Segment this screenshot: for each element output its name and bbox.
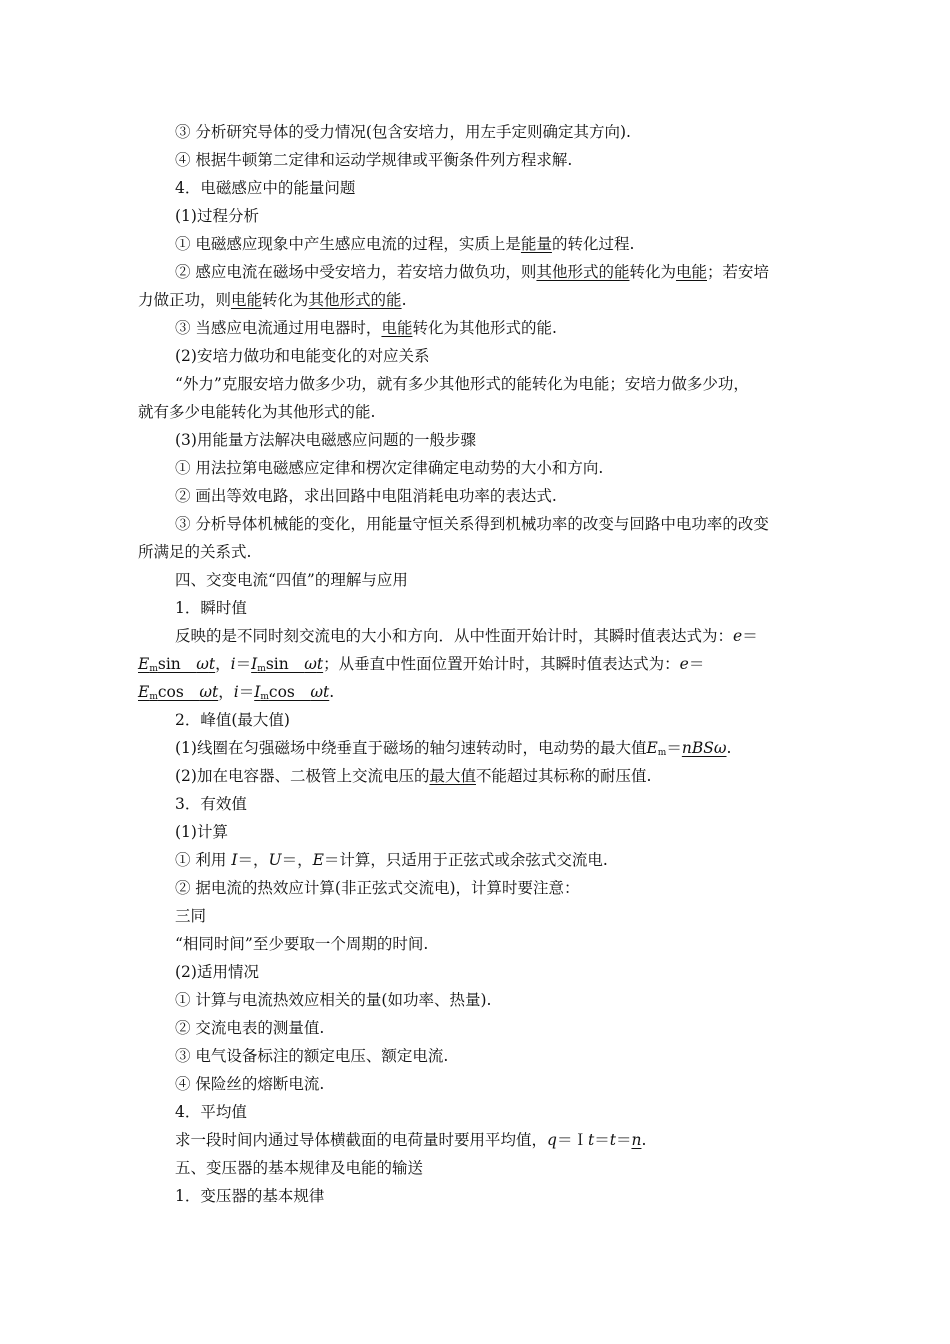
section-heading: 4．电磁感应中的能量问题 bbox=[175, 179, 356, 197]
underlined-formula: nBSω bbox=[681, 739, 727, 757]
text: ， bbox=[218, 683, 234, 701]
text: . bbox=[401, 291, 407, 309]
text-line: ③ 分析导体机械能的变化，用能量守恒关系得到机械功率的改变与回路中电功率的改变 bbox=[175, 515, 769, 533]
underlined-answer: 电能 bbox=[381, 319, 413, 337]
math-var: q bbox=[547, 1131, 557, 1149]
subsection-heading: (2)适用情况 bbox=[175, 963, 259, 981]
section-heading: 4．平均值 bbox=[175, 1103, 247, 1121]
math-var: I bbox=[251, 655, 258, 673]
text: cos bbox=[268, 683, 311, 701]
text: 转化为 bbox=[629, 263, 676, 281]
text: 不能超过其标称的耐压值. bbox=[475, 767, 652, 785]
math-var: t bbox=[323, 683, 330, 701]
math-var: t bbox=[609, 1131, 616, 1149]
text: ；从垂直中性面位置开始计时，其瞬时值表达式为： bbox=[323, 655, 680, 673]
section-heading: 3．有效值 bbox=[175, 795, 247, 813]
math-var: ω bbox=[310, 683, 323, 701]
subscript: m bbox=[657, 748, 667, 758]
subscript: m bbox=[149, 664, 158, 674]
text: ③ 当感应电流通过用电器时， bbox=[175, 319, 382, 337]
math-var: I bbox=[231, 851, 238, 869]
text: ＝ bbox=[615, 1131, 632, 1149]
math-var: i bbox=[233, 683, 239, 701]
subscript: m bbox=[260, 692, 269, 702]
text-line bbox=[175, 318, 557, 338]
underlined-answer: 电能 bbox=[675, 263, 707, 281]
math-var: U bbox=[268, 851, 282, 869]
underlined-formula bbox=[138, 683, 218, 701]
text-line: 三同 bbox=[175, 907, 207, 925]
text: (2)加在电容器、二极管上交流电压的 bbox=[175, 767, 430, 785]
text: ＝ bbox=[688, 655, 705, 673]
text-line bbox=[175, 738, 731, 758]
subscript: m bbox=[149, 692, 158, 702]
text-line: ② 画出等效电路，求出回路中电阻消耗电功率的表达式. bbox=[175, 487, 557, 505]
text-line bbox=[138, 654, 704, 674]
text-line: ① 用法拉第电磁感应定律和楞次定律确定电动势的大小和方向. bbox=[175, 459, 604, 477]
text: ＝ bbox=[742, 627, 758, 645]
text-line: ② 交流电表的测量值. bbox=[175, 1019, 325, 1037]
text: ＝， bbox=[281, 851, 313, 869]
text: 反映的是不同时刻交流电的大小和方向．从中性面开始计时，其瞬时值表达式为： bbox=[175, 627, 734, 645]
math-var: t bbox=[208, 655, 216, 673]
underlined-answer: 其他形式的能 bbox=[308, 291, 402, 309]
subsection-heading: (2)安培力做功和电能变化的对应关系 bbox=[175, 347, 430, 365]
section-heading: 五、变压器的基本规律及电能的输送 bbox=[175, 1159, 424, 1177]
math-var: t bbox=[211, 683, 219, 701]
text: ＝ bbox=[666, 739, 682, 757]
math-var: E bbox=[312, 851, 324, 869]
math-var: E bbox=[138, 683, 150, 701]
text: cos bbox=[157, 683, 200, 701]
text: 求一段时间内通过导体横截面的电荷量时要用平均值， bbox=[175, 1131, 548, 1149]
math-var: I bbox=[254, 683, 261, 701]
underlined-formula bbox=[138, 655, 215, 673]
text-line bbox=[175, 626, 758, 646]
section-heading: 1．瞬时值 bbox=[175, 599, 247, 617]
text-line: ④ 保险丝的熔断电流. bbox=[175, 1075, 325, 1093]
math-var: E bbox=[646, 739, 658, 757]
text: . bbox=[726, 739, 732, 757]
math-var: ω bbox=[199, 683, 212, 701]
text: ＝ bbox=[238, 683, 255, 701]
text-line: ③ 电气设备标注的额定电压、额定电流. bbox=[175, 1047, 449, 1065]
text: ＝ bbox=[235, 655, 252, 673]
section-heading: 四、交变电流“四值”的理解与应用 bbox=[175, 571, 408, 589]
text: . bbox=[329, 683, 335, 701]
math-var: t bbox=[587, 1131, 595, 1149]
text-line: 所满足的关系式. bbox=[138, 543, 252, 561]
text: ；若安培 bbox=[706, 263, 769, 281]
text: 的转化过程. bbox=[551, 235, 635, 253]
text: (1)线圈在匀强磁场中绕垂直于磁场的轴匀速转动时，电动势的最大值 bbox=[175, 739, 647, 757]
text: 力做正功，则 bbox=[138, 291, 232, 309]
math-var: e bbox=[679, 655, 689, 673]
text-line bbox=[138, 290, 407, 310]
underlined-answer: 其他形式的能 bbox=[536, 263, 630, 281]
text-line bbox=[175, 766, 651, 786]
math-var: ω bbox=[196, 655, 209, 673]
text: ＝Ｉ bbox=[556, 1131, 588, 1149]
text: . bbox=[641, 1131, 647, 1149]
text: sin bbox=[265, 655, 305, 673]
math-var: ω bbox=[304, 655, 317, 673]
text-line: “相同时间”至少要取一个周期的时间. bbox=[175, 935, 429, 953]
underlined-answer: 电能 bbox=[231, 291, 263, 309]
underlined-answer: 最大值 bbox=[429, 767, 476, 785]
text: ＝ bbox=[594, 1131, 610, 1149]
underlined-formula: n bbox=[631, 1131, 642, 1149]
underlined-formula bbox=[251, 655, 323, 673]
text-line: ③ 分析研究导体的受力情况(包含安培力，用左手定则确定其方向). bbox=[175, 123, 631, 141]
text: ① 利用 bbox=[175, 851, 232, 869]
text-line: ④ 根据牛顿第二定律和运动学规律或平衡条件列方程求解. bbox=[175, 151, 573, 169]
text-line: 就有多少电能转化为其他形式的能. bbox=[138, 403, 376, 421]
text-line: ① 计算与电流热效应相关的量(如功率、热量). bbox=[175, 991, 492, 1009]
text: ＝， bbox=[237, 851, 269, 869]
text: sin bbox=[157, 655, 197, 673]
math-var: e bbox=[733, 627, 743, 645]
text: 转化为其他形式的能. bbox=[412, 319, 557, 337]
text-line bbox=[175, 262, 769, 282]
subscript: m bbox=[257, 664, 266, 674]
text: ② 感应电流在磁场中受安培力，若安培力做负功，则 bbox=[175, 263, 537, 281]
text: ＝计算，只适用于正弦式或余弦式交流电. bbox=[323, 851, 608, 869]
text-line: ② 据电流的热效应计算(非正弦式交流电)，计算时要注意： bbox=[175, 879, 580, 897]
section-heading: 1．变压器的基本规律 bbox=[175, 1187, 325, 1205]
section-heading: 2．峰值(最大值) bbox=[175, 711, 290, 729]
subsection-heading: (1)计算 bbox=[175, 823, 228, 841]
text: ， bbox=[215, 655, 231, 673]
math-var: E bbox=[138, 655, 150, 673]
text-line bbox=[138, 682, 334, 702]
text: 转化为 bbox=[262, 291, 309, 309]
text: ① 电磁感应现象中产生感应电流的过程，实质上是 bbox=[175, 235, 521, 253]
text-line bbox=[175, 850, 608, 870]
subsection-heading: (1)过程分析 bbox=[175, 207, 259, 225]
math-var: t bbox=[316, 655, 324, 673]
text-line bbox=[175, 1130, 646, 1150]
underlined-formula bbox=[254, 683, 329, 701]
text-line bbox=[175, 234, 634, 254]
text-line: “外力”克服安培力做多少功，就有多少其他形式的能转化为电能；安培力做多少功， bbox=[175, 375, 749, 393]
underlined-answer: 能量 bbox=[520, 235, 552, 253]
math-var: i bbox=[230, 655, 236, 673]
subsection-heading: (3)用能量方法解决电磁感应问题的一般步骤 bbox=[175, 431, 476, 449]
